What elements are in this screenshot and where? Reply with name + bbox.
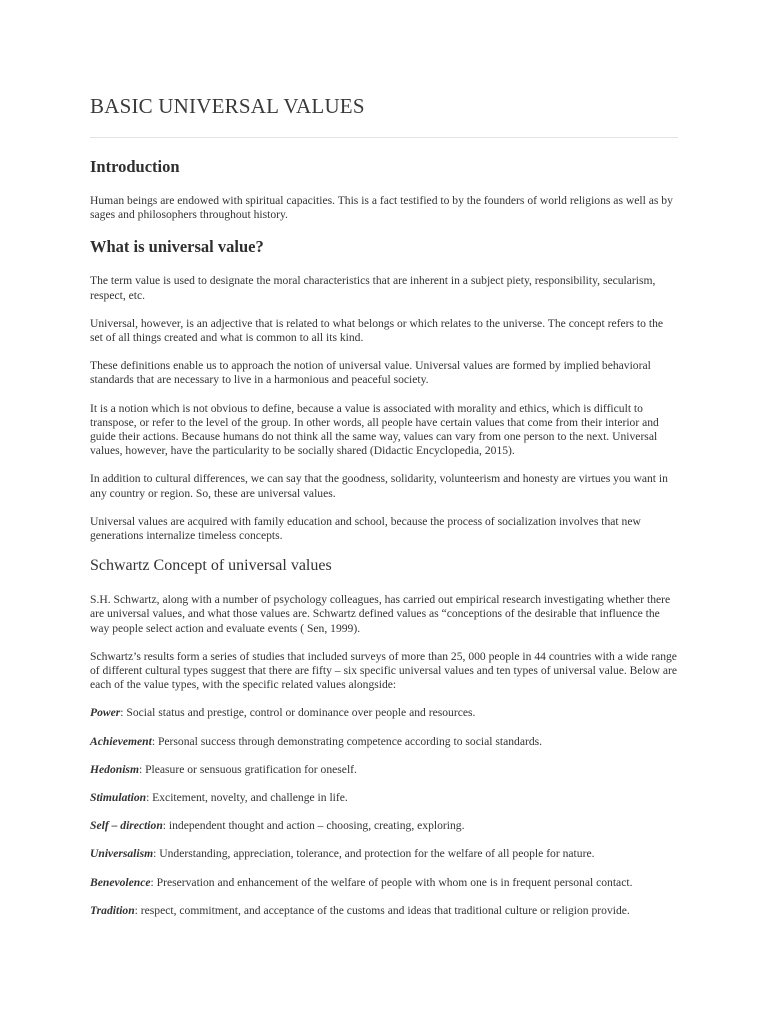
value-type-term: Universalism (90, 847, 154, 861)
value-type-term: Self – direction (90, 819, 163, 833)
value-type-description: : respect, commitment, and acceptance of the customs and ideas that traditional culture or religion provide. (134, 903, 630, 917)
value-type-description: : Personal success through demonstrating competence according to social standards. (151, 734, 543, 748)
value-type-term: Power (90, 706, 121, 720)
value-type-definition (90, 791, 678, 805)
intro-paragraph: Human beings are endowed with spiritual capacities. This is a fact testified to by the founders of world religions as well as by sages and philosophers throughout history. (90, 194, 673, 222)
body-paragraph: S.H. Schwartz, along with a number of psychology colleagues, has carried out empirical research investigating whether there are universal values, and what those values are. Schwartz defined values as “conceptions of the desirable that influence the way people select action and evaluate events ( Sen, 1999). (90, 593, 671, 635)
value-type-term: Achievement (90, 734, 152, 748)
value-type-definition (90, 735, 678, 749)
value-type-term: Stimulation (90, 791, 147, 805)
body-paragraph: Universal values are acquired with family education and school, because the process of socialization involves that new generations internalize timeless concepts. (90, 514, 641, 543)
value-type-term: Hedonism (90, 762, 139, 776)
value-type-term: Tradition (90, 903, 135, 917)
value-type-description: : Pleasure or sensuous gratification for oneself. (138, 762, 357, 776)
value-type-description: : Excitement, novelty, and challenge in life. (146, 791, 348, 805)
value-type-description: : independent thought and action – choosing, creating, exploring. (162, 819, 465, 833)
value-type-definition (90, 904, 678, 918)
section-heading-what-is-universal-value: What is universal value? (90, 237, 264, 257)
value-type-definition (90, 876, 678, 890)
value-type-term: Benevolence (90, 875, 151, 889)
document-body (90, 155, 678, 918)
body-paragraph: The term value is used to designate the moral characteristics that are inherent in a subject piety, responsibility, secularism, respect, etc. (90, 274, 656, 302)
body-paragraph: Schwartz’s results form a series of studies that included surveys of more than 25, 000 people in 44 countries with a wide range of different cultural types suggest that there are fifty – six specific universal values and ten types of universal value. Below are each of the value types, with the specific related values alongside: (90, 649, 678, 692)
value-type-definition (90, 819, 678, 833)
value-type-description: : Preservation and enhancement of the welfare of people with whom one is in frequent personal contact. (150, 875, 633, 889)
body-paragraph: These definitions enable us to approach the notion of universal value. Universal values are formed by implied behavioral standards that are necessary to live in a harmonious and peaceful society. (90, 359, 651, 387)
body-paragraph: Universal, however, is an adjective that is related to what belongs or which relates to the universe. The concept refers to the set of all things created and what is common to all its kind. (90, 316, 664, 345)
document-title: BASIC UNIVERSAL VALUES (90, 94, 365, 118)
body-paragraph: It is a notion which is not obvious to define, because a value is associated with morality and ethics, which is difficult to transpose, or refer to the level of the group. In other words, all people have certain values that come from their interior and guide their actions. Because humans do not think all the same way, values can vary from one person to the next. Universal values, however, have the particularity to be socially shared (Didactic Encyclopedia, 2015). (90, 401, 659, 458)
value-type-definition (90, 847, 678, 861)
value-type-description: : Social status and prestige, control or dominance over people and resources. (120, 706, 476, 720)
section-heading-introduction: Introduction (90, 157, 180, 176)
section-heading-schwartz-concept: Schwartz Concept of universal values (90, 557, 332, 575)
value-type-description: : Understanding, appreciation, tolerance, and protection for the welfare of all people for nature. (153, 847, 595, 861)
title-divider (90, 137, 678, 138)
value-type-definition (90, 763, 678, 777)
body-paragraph: In addition to cultural differences, we can say that the goodness, solidarity, volunteerism and honesty are virtues you want in any country or region. So, these are universal values. (90, 472, 668, 500)
value-type-definition (90, 706, 678, 720)
